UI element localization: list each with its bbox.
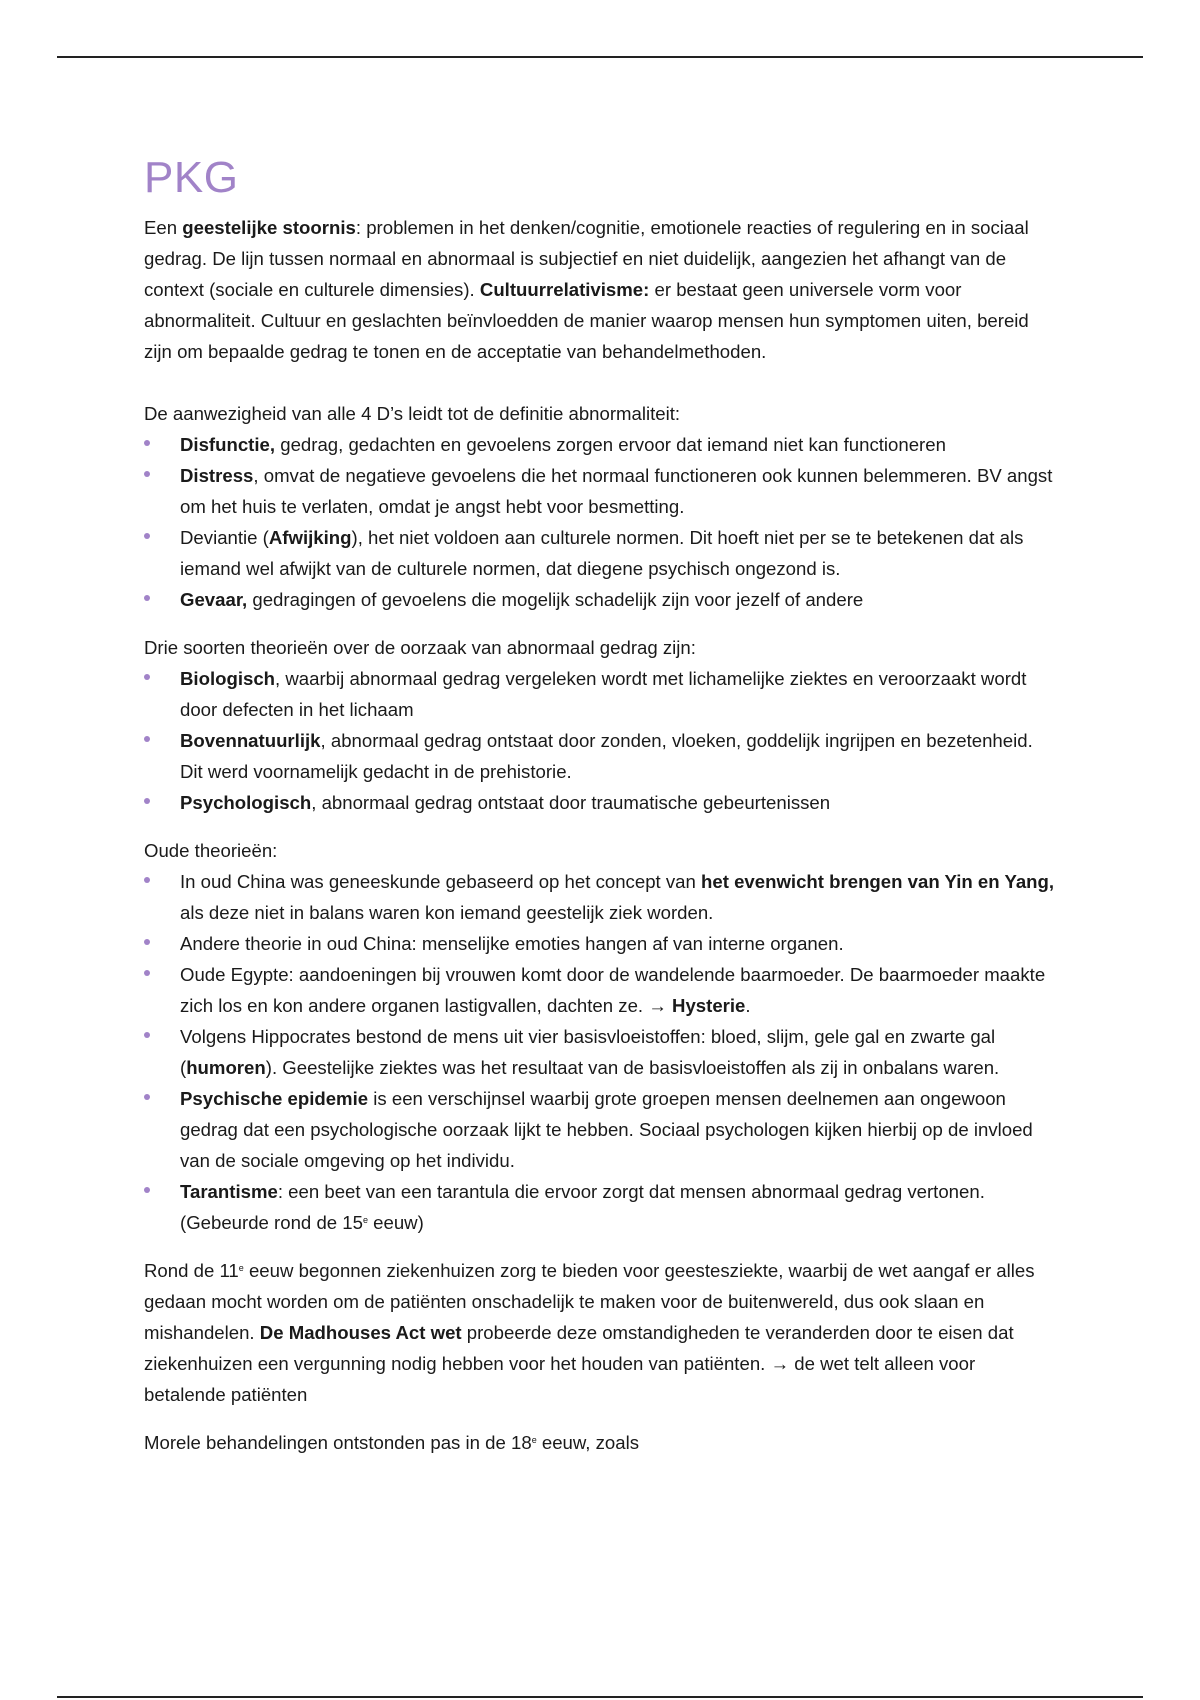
hospitals-paragraph — [144, 1255, 1056, 1410]
bullet-icon — [144, 798, 150, 804]
text-run: : problemen in het denken/cognitie, emotionele reacties of regulering en in sociaal gedrag. De lijn tussen normaal en abnormaal is subjectief en niet duidelijk, aangezien het afhangt van de context (sociale en culturele dimensies). — [144, 217, 1029, 300]
intro-paragraph — [144, 212, 1056, 367]
text-run: . — [745, 995, 751, 1016]
list-item — [144, 787, 1056, 818]
term: Distress — [180, 465, 254, 486]
term: Biologisch — [180, 668, 276, 689]
term: Afwijking — [268, 527, 352, 548]
text-run: eeuw) — [367, 1212, 424, 1233]
term: Disfunctie, — [180, 434, 276, 455]
text-run: is een verschijnsel waarbij grote groepen mensen deelnemen aan ongewoon gedrag dat een psychologische oorzaak lijkt te hebben. Sociaal psychologen kijken hierbij op de invloed van de sociale omgeving op het individu. — [180, 1088, 1033, 1171]
moral-paragraph — [144, 1427, 1056, 1458]
list-item — [144, 429, 1056, 460]
bullet-icon — [144, 595, 150, 601]
text-run: Rond de 11 — [144, 1260, 239, 1281]
bullet-icon — [144, 533, 150, 539]
list-item — [144, 725, 1056, 787]
superscript: e — [531, 1435, 537, 1445]
term-geestelijke-stoornis: geestelijke stoornis — [182, 217, 356, 238]
text-run: Oude Egypte: aandoeningen bij vrouwen komt door de wandelende baarmoeder. De baarmoeder maakte zich los en kon andere organen lastigvallen, dachten ze. — [180, 964, 1046, 1016]
list-item — [144, 584, 1056, 615]
text-run: , omvat de negatieve gevoelens die het normaal functioneren ook kunnen belemmeren. BV angst om het huis te verlaten, omdat je angst hebt voor besmetting. — [180, 465, 1053, 517]
footer-rule — [57, 1696, 1143, 1698]
text-run: Een — [144, 217, 183, 238]
text-run: , abnormaal gedrag ontstaat door zonden, vloeken, goddelijk ingrijpen en bezetenheid. Dit werd voornamelijk gedacht in de prehistorie. — [180, 730, 1033, 782]
header-rule — [57, 56, 1143, 58]
text-run: gedrag, gedachten en gevoelens zorgen ervoor dat iemand niet kan functioneren — [275, 434, 946, 455]
text-run: , abnormaal gedrag ontstaat door traumatische gebeurtenissen — [311, 792, 831, 813]
bullet-icon — [144, 1094, 150, 1100]
text-run: de wet telt alleen voor betalende patiënten — [144, 1353, 976, 1405]
bullet-icon — [144, 1187, 150, 1193]
text-run: er bestaat geen universele vorm voor abnormaliteit. Cultuur en geslachten beïnvloedden de manier waarop mensen hun symptomen uiten, bereid zijn om bepaalde gedrag te tonen en de acceptatie van behandelmethoden. — [144, 279, 1029, 362]
term: het evenwicht brengen van Yin en Yang, — [701, 871, 1055, 892]
bullet-icon — [144, 939, 150, 945]
theories-list — [144, 663, 1056, 818]
old-theories-heading: Oude theorieën: — [144, 840, 278, 861]
list-item — [144, 522, 1056, 584]
term: Hysterie — [672, 995, 746, 1016]
term-madhouses-act: De Madhouses Act wet — [259, 1322, 462, 1343]
term: Gevaar, — [180, 589, 248, 610]
text-run: eeuw begonnen ziekenhuizen zorg te bieden voor geestesziekte, waarbij de wet aangaf er alles gedaan mocht worden om de patiënten onschadelijk te maken voor de buitenwereld, dus ook slaan en mishandelen. — [144, 1260, 1035, 1343]
document-body — [144, 150, 1056, 1458]
bullet-icon — [144, 471, 150, 477]
arrow-right-icon: → — [648, 995, 667, 1016]
bullet-icon — [144, 877, 150, 883]
list-item — [144, 663, 1056, 725]
four-d-list — [144, 429, 1056, 615]
text-run: : een beet van een tarantula die ervoor zorgt dat mensen abnormaal gedrag vertonen. (Gebeurde rond de 15 — [180, 1181, 985, 1233]
superscript: e — [362, 1215, 368, 1225]
text-run: Volgens Hippocrates bestond de mens uit vier basisvloeistoffen: bloed, slijm, gele gal en zwarte gal ( — [180, 1026, 996, 1078]
bullet-icon — [144, 440, 150, 446]
term: Psychische epidemie — [180, 1088, 369, 1109]
term: Psychologisch — [180, 792, 312, 813]
list-item — [144, 959, 1056, 1021]
text-run: Morele behandelingen ontstonden pas in de 18 — [144, 1432, 532, 1453]
list-item — [144, 1021, 1056, 1083]
bullet-icon — [144, 674, 150, 680]
text-run: In oud China was geneeskunde gebaseerd op het concept van — [180, 871, 702, 892]
list-item — [144, 1083, 1056, 1176]
text-run: eeuw, zoals — [536, 1432, 640, 1453]
text-run: als deze niet in balans waren kon iemand geestelijk ziek worden. — [180, 902, 714, 923]
term: Tarantisme — [180, 1181, 278, 1202]
list-item — [144, 928, 1056, 959]
list-item — [144, 1176, 1056, 1238]
theories-heading: Drie soorten theorieën over de oorzaak van abnormaal gedrag zijn: — [144, 637, 696, 658]
bullet-icon — [144, 736, 150, 742]
arrow-right-icon: → — [770, 1353, 790, 1374]
text-run: ), het niet voldoen aan culturele normen. Dit hoeft niet per se te betekenen dat als iemand wel afwijkt van de culturele normen, dat diegene psychisch ongezond is. — [180, 527, 1024, 579]
term-cultuurrelativisme: Cultuurrelativisme: — [479, 279, 650, 300]
superscript: e — [238, 1263, 244, 1273]
bullet-icon — [144, 970, 150, 976]
four-d-heading: De aanwezigheid van alle 4 D’s leidt tot de definitie abnormaliteit: — [144, 403, 681, 424]
list-item — [144, 866, 1056, 928]
page-title: PKG — [144, 153, 239, 202]
text-run: , waarbij abnormaal gedrag vergeleken wordt met lichamelijke ziektes en veroorzaakt wordt door defecten in het lichaam — [180, 668, 1027, 720]
old-theories-list — [144, 866, 1056, 1238]
bullet-icon — [144, 1032, 150, 1038]
text-run: Deviantie ( — [180, 527, 269, 548]
text-run: probeerde deze omstandigheden te veranderden door te eisen dat ziekenhuizen een vergunning nodig hebben voor het houden van patiënten. — [144, 1322, 1014, 1374]
text-run: Andere theorie in oud China: menselijke emoties hangen af van interne organen. — [180, 933, 844, 954]
list-item — [144, 460, 1056, 522]
term: humoren — [186, 1057, 266, 1078]
text-run: ). Geestelijke ziektes was het resultaat van de basisvloeistoffen als zij in onbalans waren. — [265, 1057, 1000, 1078]
text-run: gedragingen of gevoelens die mogelijk schadelijk zijn voor jezelf of andere — [247, 589, 864, 610]
term: Bovennatuurlijk — [180, 730, 321, 751]
